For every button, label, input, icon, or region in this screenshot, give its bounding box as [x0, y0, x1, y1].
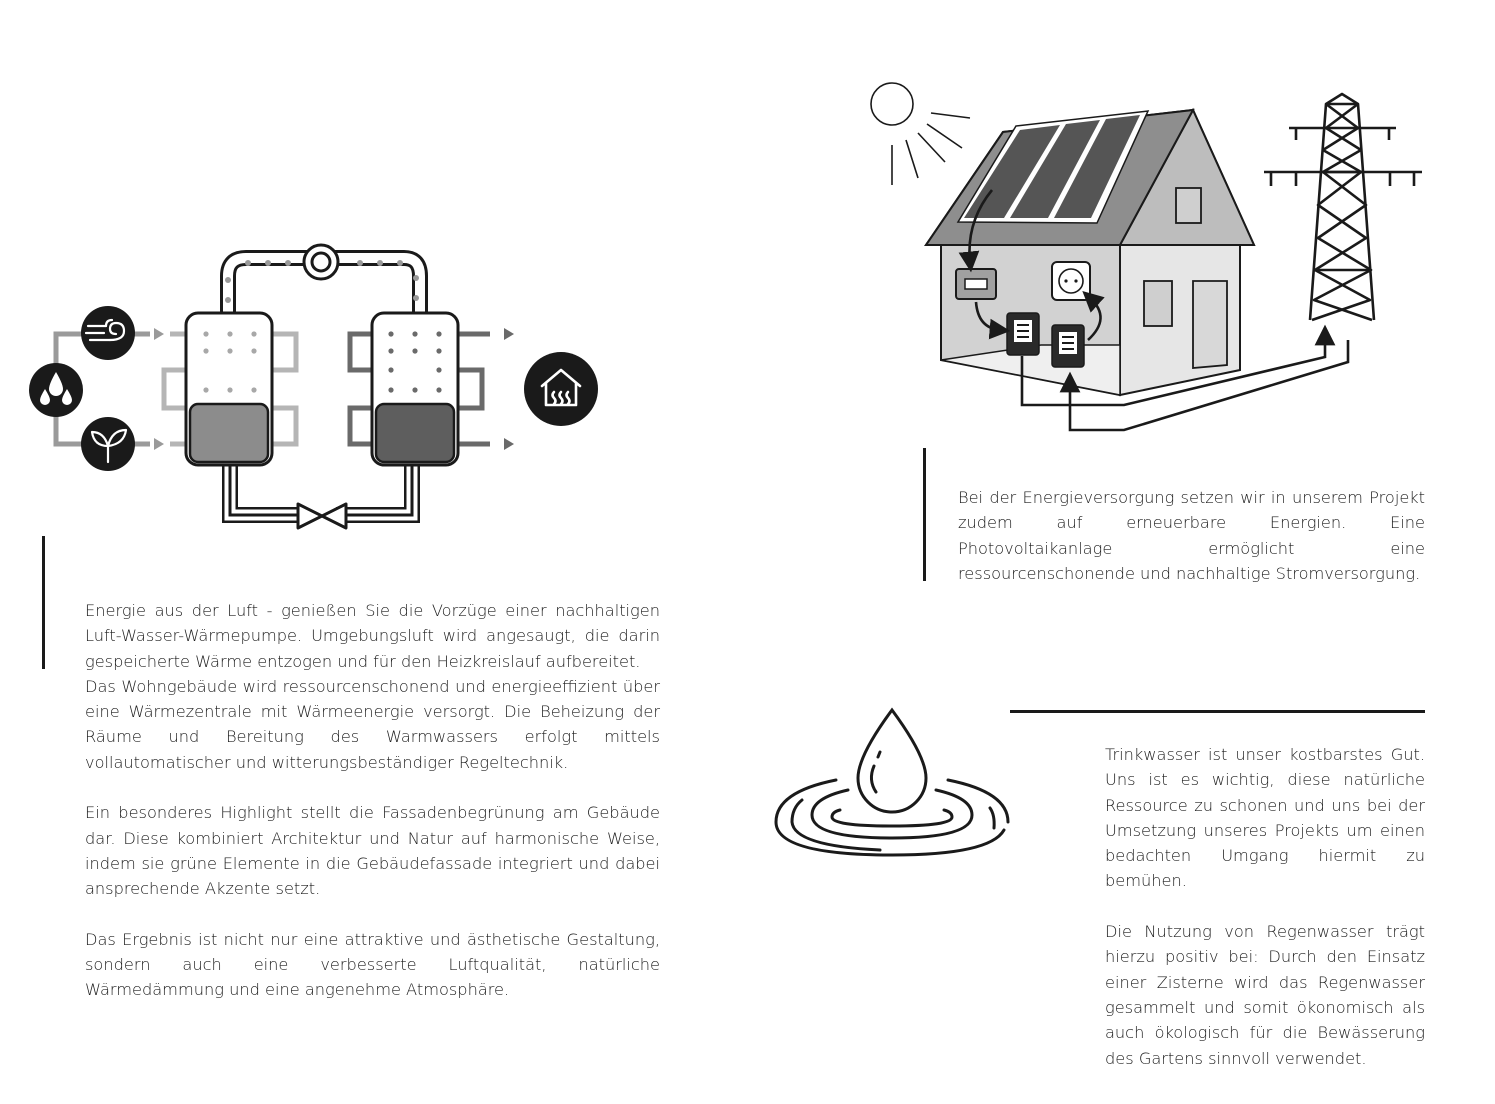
accent-bar-energy — [923, 448, 926, 581]
paragraph: Trinkwasser ist unser kostbarstes Gut. Uns ist es wichtig, diese natürliche Ressource zu schonen und uns bei der Umsetzung unseres Projekts um einen bedachten Umgang hiermit zu bemühen. — [1105, 745, 1425, 891]
heat-pump-diagram — [20, 230, 660, 550]
water-drops-icon — [29, 363, 83, 417]
paragraph: Bei der Energieversorgung setzen wir in unserem Projekt zudem auf erneuerbare Energien. Eine Photovoltaikanlage ermöglicht eine ressourcenschonende und nachhaltige Stromversorgung. — [958, 488, 1425, 583]
sun-icon — [871, 83, 970, 185]
heat-pump-text — [85, 598, 660, 1003]
heated-house-icon — [524, 352, 598, 426]
paragraph: Das Ergebnis ist nicht nur eine attraktive und ästhetische Gestaltung, sondern auch eine verbesserte Luftqualität, natürliche Wärmedämmung und eine angenehme Atmosphäre. — [85, 929, 660, 1000]
paragraph: Ein besonderes Highlight stellt die Fassadenbegrünung am Gebäude dar. Diese kombiniert Architektur und Natur auf harmonische Weise, indem sie grüne Elemente in die Gebäudefassade integriert und dabei ansprechende Akzente setzt. — [85, 803, 660, 899]
paragraph: Das Wohngebäude wird ressourcenschonend und energieeffizient über eine Wärmezentrale mit Wärmeenergie versorgt. Die Beheizung der Räume und Bereitung des Warmwassers erfolgt mittels vollautomatischer und witterungsbeständiger Regeltechnik. — [85, 676, 660, 772]
paragraph: Die Nutzung von Regenwasser trägt hierzu positiv bei: Durch den Einsatz einer Zisterne wird das Regenwasser gesammelt und somit ökonomisch als auch ökologisch für die Bewässerung des Gartens sinnvoll verwendet. — [1105, 922, 1425, 1068]
plant-icon — [81, 417, 135, 471]
power-pylon-icon — [1264, 94, 1422, 320]
energy-text — [958, 485, 1425, 586]
water-text — [1105, 742, 1425, 1071]
wind-icon — [81, 306, 135, 360]
accent-bar-water — [1010, 710, 1425, 713]
paragraph: Energie aus der Luft - genießen Sie die Vorzüge einer nachhaltigen Luft-Wasser-Wärmepumpe. Umgebungsluft wird angesaugt, die darin gespeicherte Wärme entzogen und für den Heizkreislauf aufbereitet. — [85, 601, 660, 671]
accent-bar-left — [42, 536, 45, 669]
solar-house-illustration — [860, 80, 1430, 430]
water-drop-icon — [770, 705, 1010, 865]
